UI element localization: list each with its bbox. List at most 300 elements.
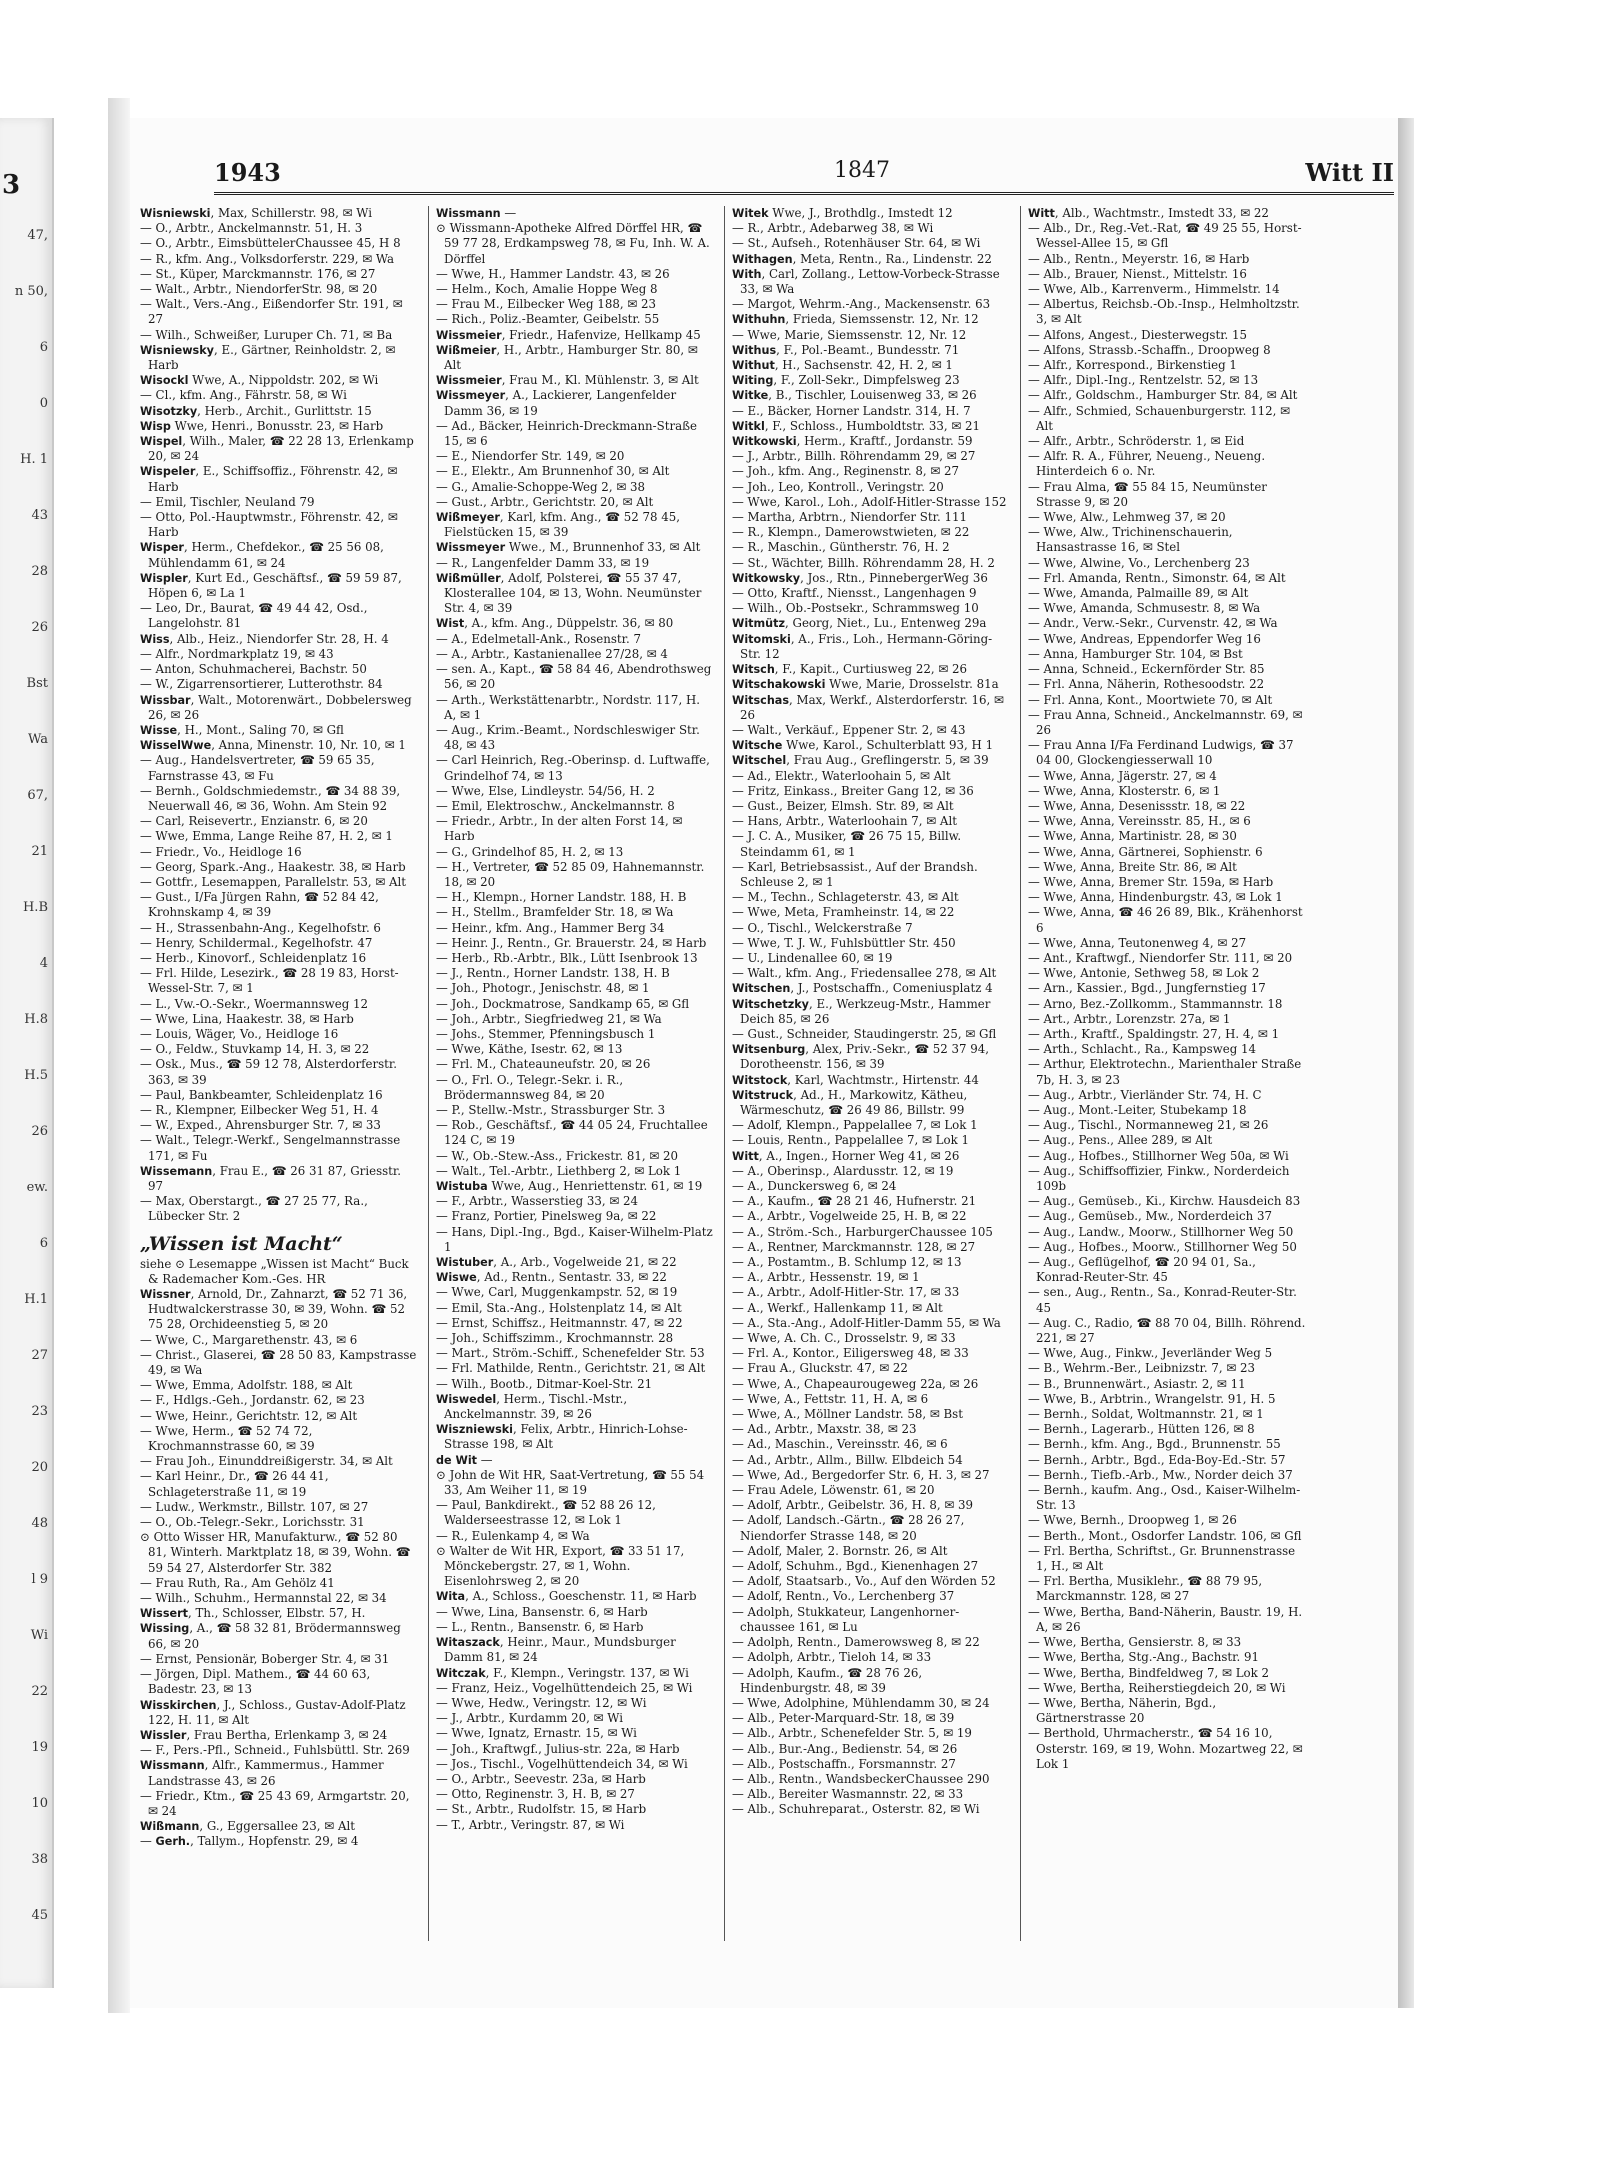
directory-entry: — Joh., kfm. Ang., Reginenstr. 8, ✉ 27 — [732, 464, 959, 479]
directory-entry: — Berth., Mont., Osdorfer Landstr. 106, ✉ Gfl — [1028, 1528, 1302, 1543]
directory-entry: — Joh., Photogr., Jenischstr. 48, ✉ 1 — [436, 981, 650, 996]
directory-entry: — Wwe, Bernh., Droopweg 1, ✉ 26 — [1028, 1513, 1237, 1528]
directory-entry: — F., Hdlgs.-Geh., Jordanstr. 62, ✉ 23 — [140, 1393, 365, 1408]
directory-entry: Wissing, A., ☎ 58 32 81, Brödermannsweg 66, ✉ 20 — [140, 1621, 401, 1651]
directory-entry: — Alb., Dr., Reg.-Vet.-Rat, ☎ 49 25 55, Horst-Wessel-Allee 15, ✉ Gfl — [1028, 221, 1302, 251]
directory-entry: — Adolf, Arbtr., Geibelstr. 36, H. 8, ✉ 39 — [732, 1498, 974, 1513]
directory-entry: — Aug., Hofbes., Moorw., Stillhorner Weg 50 — [1028, 1239, 1297, 1254]
year-label: 1943 — [214, 158, 281, 187]
directory-entry: Witschas, Max, Werkf., Alsterdorferstr. 16, ✉ 26 — [732, 692, 1004, 722]
directory-entry: — Ant., Kraftwgf., Niendorfer Str. 111, ✉ 20 — [1028, 950, 1293, 965]
directory-entry: — Wwe, Else, Lindleystr. 54/56, H. 2 — [436, 783, 655, 798]
directory-entry: — Wilh., Bootb., Ditmar-Koel-Str. 21 — [436, 1376, 653, 1391]
directory-entry: — Frau A., Gluckstr. 47, ✉ 22 — [732, 1361, 908, 1376]
adjacent-page-fragment-text: 45 — [31, 1908, 48, 1923]
directory-entry: Wißmüller, Adolf, Polsterei, ☎ 55 37 47, Klosterallee 104, ✉ 13, Wohn. Neumünster Str. 4, ✉ 39 — [436, 570, 702, 616]
directory-entry: — Aug., Handelsvertreter, ☎ 59 65 35, Farnstrasse 43, ✉ Fu — [140, 753, 375, 783]
directory-entry: Withus, F., Pol.-Beamt., Bundesstr. 71 — [732, 342, 960, 357]
directory-entry: — A., Kaufm., ☎ 28 21 46, Hufnerstr. 21 — [732, 1194, 977, 1209]
directory-entry: — Alb., Rentn., Meyerstr. 16, ✉ Harb — [1028, 251, 1250, 266]
directory-entry: Witkowski, Herm., Kraftf., Jordanstr. 59 — [732, 434, 973, 449]
directory-entry: Witschel, Frau Aug., Greflingerstr. 5, ✉ 39 — [732, 753, 989, 768]
directory-entry: — Arth., Schlacht., Ra., Kampsweg 14 — [1028, 1042, 1257, 1057]
directory-entry: — Helm., Koch, Amalie Hoppe Weg 8 — [436, 282, 658, 297]
directory-entry: — Wwe, Herm., ☎ 52 74 72, Krochmannstrasse 60, ✉ 39 — [140, 1423, 315, 1454]
directory-entry: Wiswedel, Herm., Tischl.-Mstr., Anckelmannstr. 39, ✉ 26 — [436, 1391, 628, 1422]
directory-entry: — Wwe, Antonie, Sethweg 58, ✉ Lok 2 — [1028, 966, 1260, 981]
directory-entry: — Wwe, Amanda, Schmusestr. 8, ✉ Wa — [1028, 601, 1261, 616]
directory-entry: — Aug., Gemüseb., Mw., Norderdeich 37 — [1028, 1209, 1273, 1224]
directory-entry: Wissert, Th., Schlosser, Elbstr. 57, H. — [140, 1606, 366, 1621]
directory-entry: — St., Wächter, Billh. Röhrendamm 28, H. 2 — [732, 555, 995, 570]
directory-entry: — Paul, Bankdirekt., ☎ 52 88 26 12, Walderseestrasse 12, ✉ Lok 1 — [436, 1498, 656, 1528]
directory-entry: — Frau M., Eilbecker Weg 188, ✉ 23 — [436, 297, 657, 312]
directory-entry: ⊙ Wissmann-Apotheke Alfred Dörffel HR, ☎ 59 77 28, Erdkampsweg 78, ✉ Fu, Inh. W. A. Dörffel — [436, 221, 710, 266]
directory-entry: — Adolph, Rentn., Damerowsweg 8, ✉ 22 — [732, 1635, 980, 1650]
directory-entry: — Gust., Arbtr., Gerichtstr. 20, ✉ Alt — [436, 494, 654, 509]
directory-entry: Wiszniewski, Felix, Arbtr., Hinrich-Lohse-Strasse 198, ✉ Alt — [436, 1422, 688, 1452]
directory-entry: — U., Lindenallee 60, ✉ 19 — [732, 950, 893, 965]
directory-entry: — Aug., Hofbes., Stillhorner Weg 50a, ✉ Wi — [1028, 1148, 1289, 1163]
directory-entry: — Aug., Krim.-Beamt., Nordschleswiger Str. 48, ✉ 43 — [436, 722, 700, 753]
directory-entry: Witsch, F., Kapit., Curtiusweg 22, ✉ 26 — [732, 662, 968, 677]
directory-entry: — St., Arbtr., Rudolfstr. 15, ✉ Harb — [436, 1802, 647, 1817]
directory-entry: — Alb., Schuhreparat., Osterstr. 82, ✉ Wi — [732, 1802, 980, 1817]
directory-entry: — Wwe, Bertha, Bindfeldweg 7, ✉ Lok 2 — [1028, 1665, 1270, 1680]
directory-entry: — Emil, Elektroschw., Anckelmannstr. 8 — [436, 798, 675, 813]
directory-entry: — Wwe, T. J. W., Fuhlsbüttler Str. 450 — [732, 935, 956, 950]
directory-entry: — Alfr., Nordmarkplatz 19, ✉ 43 — [140, 646, 334, 661]
directory-entry: — Herb., Kinovorf., Schleidenplatz 16 — [140, 950, 367, 965]
column-4 — [1028, 206, 1306, 1772]
directory-entry: Wispeler, E., Schiffsoffiz., Föhrenstr. 42, ✉ Harb — [140, 464, 398, 494]
directory-entry: — H., Stellm., Bramfelder Str. 18, ✉ Wa — [436, 905, 674, 920]
directory-entry: — Heinr., kfm. Ang., Hammer Berg 34 — [436, 920, 665, 935]
directory-entry: — Bernh., kfm. Ang., Bgd., Brunnenstr. 55 — [1028, 1437, 1281, 1452]
advertisement-motto: „Wissen ist Macht“ — [140, 1232, 343, 1255]
directory-entry: — Wwe, Bertha, Gensierstr. 8, ✉ 33 — [1028, 1635, 1242, 1650]
directory-entry: — Frau Joh., Einunddreißigerstr. 34, ✉ Alt — [140, 1454, 393, 1469]
directory-entry: — Aug., Landw., Moorw., Stillhorner Weg 50 — [1028, 1224, 1294, 1239]
directory-entry: — Louis, Wäger, Vo., Heidloge 16 — [140, 1026, 339, 1041]
directory-entry: Wist, A., kfm. Ang., Düppelstr. 36, ✉ 80 — [436, 616, 674, 631]
directory-entry: — Frau Anna I/Fa Ferdinand Ludwigs, ☎ 37 04 00, Glockengiesserwall 10 — [1028, 738, 1294, 768]
adjacent-page-fragment-text: 6 — [39, 1236, 48, 1251]
directory-entry: Wisskirchen, J., Schloss., Gustav-Adolf-Platz 122, H. 11, ✉ Alt — [140, 1697, 406, 1727]
directory-entry: — Aug., Pens., Allee 289, ✉ Alt — [1028, 1133, 1213, 1148]
directory-entry: — Wwe, Bertha, Band-Näherin, Baustr. 19, H. A, ✉ 26 — [1028, 1604, 1303, 1634]
directory-entry: — B., Wehrm.-Ber., Leibnizstr. 7, ✉ 23 — [1028, 1361, 1256, 1376]
directory-entry: — R., Eulenkamp 4, ✉ Wa — [436, 1528, 590, 1543]
directory-entry: — Ad., Elektr., Waterloohain 5, ✉ Alt — [732, 768, 951, 783]
directory-entry: — Wilh., Schuhm., Hermannstal 22, ✉ 34 — [140, 1591, 387, 1606]
directory-entry: — A., Werkf., Hallenkamp 11, ✉ Alt — [732, 1300, 943, 1315]
directory-entry: — Anna, Schneid., Eckernförder Str. 85 — [1028, 662, 1265, 677]
directory-entry: — A., Ström.-Sch., HarburgerChaussee 105 — [732, 1224, 993, 1239]
directory-entry: — Alb., Rentn., WandsbeckerChaussee 290 — [732, 1771, 990, 1786]
directory-entry: Witmütz, Georg, Niet., Lu., Entenweg 29a — [732, 616, 987, 631]
directory-entry: — Alfr., Dipl.-Ing., Rentzelstr. 52, ✉ 13 — [1028, 373, 1259, 388]
directory-entry: Wißmann, G., Eggersallee 23, ✉ Alt — [140, 1819, 355, 1834]
adjacent-page-fragment-text: 10 — [31, 1796, 48, 1811]
directory-entry: — Wwe, A. Ch. C., Drosselstr. 9, ✉ 33 — [732, 1331, 956, 1346]
directory-entry: — Aug., Gemüseb., Ki., Kirchw. Hausdeich 83 — [1028, 1194, 1301, 1209]
directory-entry: — Bernh., Arbtr., Bgd., Eda-Boy-Ed.-Str. 57 — [1028, 1452, 1286, 1467]
directory-entry: — Arn., Kassier., Bgd., Jungfernstieg 17 — [1028, 981, 1266, 996]
directory-entry: — Alfons, Angest., Diesterwegstr. 15 — [1028, 327, 1248, 342]
directory-entry: Wiss, Alb., Heiz., Niendorfer Str. 28, H. 4 — [140, 631, 389, 646]
directory-entry: — Mart., Ström.-Schiff., Schenefelder Str. 53 — [436, 1346, 705, 1361]
directory-entry: — Gust., Schneider, Staudingerstr. 25, ✉ Gfl — [732, 1026, 997, 1041]
directory-entry: ⊙ Walter de Wit HR, Export, ☎ 33 51 17, Mönckebergstr. 27, ✉ 1, Wohn. Eisenlohrsweg 2, ✉ 20 — [436, 1543, 685, 1589]
directory-entry: — Wwe, Bertha, Reiherstiegdeich 20, ✉ Wi — [1028, 1680, 1286, 1695]
directory-entry: — Wwe, Bertha, Stg.-Ang., Bachstr. 91 — [1028, 1650, 1259, 1665]
directory-entry: Withagen, Meta, Rentn., Ra., Lindenstr. 22 — [732, 251, 992, 266]
directory-entry: — Anna, Hamburger Str. 104, ✉ Bst — [1028, 646, 1243, 661]
directory-entry: — Wwe, A., Möllner Landstr. 58, ✉ Bst — [732, 1407, 963, 1422]
adjacent-page-fragment-text: 27 — [31, 1348, 48, 1363]
directory-entry: — Frl. Anna, Näherin, Rothesoodstr. 22 — [1028, 677, 1265, 692]
directory-entry: — Wwe, Anna, Gärtnerei, Sophienstr. 6 — [1028, 844, 1263, 859]
directory-entry: — Martha, Arbtrn., Niendorfer Str. 111 — [732, 510, 967, 525]
directory-entry: — Aug., Tischl., Normanneweg 21, ✉ 26 — [1028, 1118, 1269, 1133]
directory-entry: — Adolf, Schuhm., Bgd., Kienenhagen 27 — [732, 1559, 979, 1574]
directory-entry: Witing, F., Zoll-Sekr., Dimpfelsweg 23 — [732, 373, 960, 388]
directory-entry: — Adolf, Rentn., Vo., Lerchenberg 37 — [732, 1589, 955, 1604]
header-rule — [214, 192, 1394, 195]
directory-entry: Witstruck, Ad., H., Markowitz, Kätheu, Wärmeschutz, ☎ 26 49 86, Billstr. 99 — [732, 1087, 968, 1117]
directory-entry: Wiswe, Ad., Rentn., Sentastr. 33, ✉ 22 — [436, 1270, 667, 1285]
directory-entry: Witek Wwe, J., Brothdlg., Imstedt 12 — [732, 206, 953, 220]
adjacent-page-fragment-text: 28 — [31, 564, 48, 579]
directory-entry: Wisockl Wwe, A., Nippoldstr. 202, ✉ Wi — [140, 373, 379, 388]
directory-entry: — Frl. Bertha, Schriftst., Gr. Brunnenstrasse 1, H., ✉ Alt — [1028, 1543, 1296, 1574]
directory-entry: — Wwe, Emma, Lange Reihe 87, H. 2, ✉ 1 — [140, 829, 393, 844]
column-3 — [732, 206, 1010, 1818]
directory-entry: — O., Arbtr., Anckelmannstr. 51, H. 3 — [140, 221, 363, 236]
directory-entry: — Aug., Schiffsoffizier, Finkw., Norderdeich 109b — [1028, 1163, 1290, 1193]
directory-entry: — L., Rentn., Bansenstr. 6, ✉ Harb — [436, 1619, 644, 1634]
directory-entry: Wißmeyer, Karl, kfm. Ang., ☎ 52 78 45, Fielstücken 15, ✉ 39 — [436, 510, 680, 540]
directory-entry: — Rob., Geschäftsf., ☎ 44 05 24, Fruchtallee 124 C, ✉ 19 — [436, 1118, 708, 1148]
directory-entry: — Adolf, Landsch.-Gärtn., ☎ 28 26 27, Niendorfer Strasse 148, ✉ 20 — [732, 1513, 965, 1543]
adjacent-page-fragment-text: 23 — [31, 1404, 48, 1419]
directory-entry: — Leo, Dr., Baurat, ☎ 49 44 42, Osd., Langelohstr. 81 — [140, 601, 368, 631]
directory-entry: — Wwe, Anna, Desenissstr. 18, ✉ 22 — [1028, 798, 1246, 813]
directory-entry: — G., Amalie-Schoppe-Weg 2, ✉ 38 — [436, 479, 645, 494]
directory-entry: — Aug. C., Radio, ☎ 88 70 04, Billh. Röhrend. 221, ✉ 27 — [1028, 1315, 1306, 1346]
directory-entry: — A., Edelmetall-Ank., Rosenstr. 7 — [436, 631, 641, 646]
directory-entry: — Carl, Reisevertr., Enzianstr. 6, ✉ 20 — [140, 814, 368, 829]
directory-entry: — Wwe, Ignatz, Ernastr. 15, ✉ Wi — [436, 1726, 637, 1741]
directory-entry: — Friedr., Arbtr., In der alten Forst 14, ✉ Harb — [436, 814, 683, 844]
directory-entry: — Friedr., Ktm., ☎ 25 43 69, Armgartstr. 20, ✉ 24 — [140, 1788, 410, 1818]
directory-entry: — Wwe, Amanda, Palmaille 89, ✉ Alt — [1028, 586, 1249, 601]
directory-entry: siehe ⊙ Lesemappe „Wissen ist Macht“ Buck & Rademacher Kom.-Ges. HR — [140, 1256, 409, 1286]
directory-entry: — W., Ob.-Stew.-Ass., Frickestr. 81, ✉ 20 — [436, 1148, 679, 1163]
directory-entry: Witkl, F., Schloss., Humboldtstr. 33, ✉ 21 — [732, 418, 981, 433]
directory-entry: — St., Aufseh., Rotenhäuser Str. 64, ✉ Wi — [732, 236, 981, 251]
directory-entry: — Wwe, Karol., Loh., Adolf-Hitler-Strasse 152 — [732, 494, 1007, 509]
adjacent-page-fragment-text: 48 — [31, 1516, 48, 1531]
directory-entry: — O., Feldw., Stuvkamp 14, H. 3, ✉ 22 — [140, 1042, 370, 1057]
directory-entry: — Wwe, Anna, Klosterstr. 6, ✉ 1 — [1028, 783, 1221, 798]
directory-entry: — Frl. Amanda, Rentn., Simonstr. 64, ✉ Alt — [1028, 570, 1286, 585]
directory-entry: — Wwe, B., Arbtrin., Wrangelstr. 91, H. 5 — [1028, 1391, 1276, 1406]
directory-entry: — Alfr., Arbtr., Schröderstr. 1, ✉ Eid — [1028, 434, 1245, 449]
directory-entry: — Christ., Glaserei, ☎ 28 50 83, Kampstrasse 49, ✉ Wa — [140, 1347, 417, 1378]
adjacent-page-fragment-text: Wi — [30, 1628, 48, 1643]
directory-entry: Witke, B., Tischler, Louisenweg 33, ✉ 26 — [732, 388, 977, 403]
directory-entry: — Frl. Hilde, Lesezirk., ☎ 28 19 83, Horst-Wessel-Str. 7, ✉ 1 — [140, 966, 399, 996]
directory-entry: — O., Frl. O., Telegr.-Sekr. i. R., Brödermannsweg 84, ✉ 20 — [436, 1072, 624, 1102]
adjacent-page-fragment-text: l 9 — [31, 1572, 48, 1587]
directory-entry: Witczak, F., Klempn., Veringstr. 137, ✉ Wi — [436, 1665, 689, 1680]
column-divider — [1020, 206, 1021, 1941]
directory-entry: — M., Techn., Schlageterstr. 43, ✉ Alt — [732, 890, 959, 905]
directory-page — [130, 118, 1398, 2008]
directory-entry: — Aug., Geflügelhof, ☎ 20 94 01, Sa., Konrad-Reuter-Str. 45 — [1028, 1255, 1256, 1285]
directory-entry: — Aug., Arbtr., Vierländer Str. 74, H. C — [1028, 1087, 1262, 1102]
directory-entry: — Ad., Arbtr., Allm., Billw. Elbdeich 54 — [732, 1452, 963, 1467]
directory-entry: — sen. A., Kapt., ☎ 58 84 46, Abendrothsweg 56, ✉ 20 — [436, 662, 712, 692]
directory-entry: Wisp Wwe, Henri., Bonusstr. 23, ✉ Harb — [140, 418, 384, 433]
adjacent-page-fragment-text: ew. — [26, 1180, 48, 1195]
directory-entry: With, Carl, Zollang., Lettow-Vorbeck-Strasse 33, ✉ Wa — [732, 266, 1000, 297]
directory-entry: — Wwe, Käthe, Isestr. 62, ✉ 13 — [436, 1042, 623, 1057]
directory-entry: — Heinr. J., Rentn., Gr. Brauerstr. 24, ✉ Harb — [436, 935, 707, 950]
directory-entry: — J. C. A., Musiker, ☎ 26 75 15, Billw. Steindamm 61, ✉ 1 — [732, 829, 962, 859]
directory-entry: — J., Rentn., Horner Landstr. 138, H. B — [436, 966, 670, 981]
directory-entry: Wissmeyer Wwe., M., Brunnenhof 33, ✉ Alt — [436, 540, 701, 555]
directory-entry: — Wwe, Anna, Martinistr. 28, ✉ 30 — [1028, 829, 1237, 844]
directory-entry: — Albertus, Reichsb.-Ob.-Insp., Helmholtzstr. 3, ✉ Alt — [1028, 297, 1300, 327]
directory-entry: — Arth., Werkstättenarbtr., Nordstr. 117, H. A, ✉ 1 — [436, 692, 700, 722]
directory-entry: Witsenburg, Alex, Priv.-Sekr., ☎ 52 37 94, Dorotheenstr. 156, ✉ 39 — [732, 1042, 990, 1072]
directory-entry: — R., Maschin., Güntherstr. 76, H. 2 — [732, 540, 950, 555]
directory-entry: Wißmeier, H., Arbtr., Hamburger Str. 80, ✉ Alt — [436, 342, 698, 373]
directory-entry: — A., Postamtm., B. Schlump 12, ✉ 13 — [732, 1255, 962, 1270]
directory-entry: — Franz, Portier, Pinelsweg 9a, ✉ 22 — [436, 1209, 657, 1224]
directory-entry: — H., Klempn., Horner Landstr. 188, H. B — [436, 890, 687, 905]
directory-entry: — Karl, Betriebsassist., Auf der Brandsh. Schleuse 2, ✉ 1 — [732, 859, 978, 889]
directory-entry: — Carl Heinrich, Reg.-Oberinsp. d. Luftwaffe, Grindelhof 74, ✉ 13 — [436, 753, 710, 783]
directory-entry: — Wwe, Anna, Hindenburgstr. 43, ✉ Lok 1 — [1028, 890, 1283, 905]
directory-entry: — Wwe, Alb., Karrenverm., Himmelstr. 14 — [1028, 282, 1280, 297]
directory-entry: — Wwe, Ad., Bergedorfer Str. 6, H. 3, ✉ 27 — [732, 1467, 990, 1482]
directory-entry: — Alb., Bereiter Wasmannstr. 22, ✉ 33 — [732, 1787, 964, 1802]
directory-entry: — Margot, Wehrm.-Ang., Mackensenstr. 63 — [732, 297, 991, 312]
directory-entry: — W., Zigarrensortierer, Lutterothstr. 84 — [140, 677, 383, 692]
directory-entry: — Wwe, H., Hammer Landstr. 43, ✉ 26 — [436, 266, 670, 281]
directory-entry: — Alfr., Goldschm., Hamburger Str. 84, ✉ Alt — [1028, 388, 1298, 403]
directory-entry: — A., Arbtr., Vogelweide 25, H. B, ✉ 22 — [732, 1209, 967, 1224]
directory-entry: — Arthur, Elektrotechn., Marienthaler Straße 7b, H. 3, ✉ 23 — [1028, 1057, 1302, 1087]
directory-entry: — Frl. Mathilde, Rentn., Gerichtstr. 21, ✉ Alt — [436, 1361, 706, 1376]
directory-entry: — Wwe, C., Margarethenstr. 43, ✉ 6 — [140, 1332, 358, 1347]
directory-entry: Witkowsky, Jos., Rtn., PinnebergerWeg 36 — [732, 570, 988, 585]
directory-entry: Witschen, J., Postschaffn., Comeniusplatz 4 — [732, 981, 993, 996]
directory-entry: — Alfr., Schmied, Schauenburgerstr. 112, ✉ Alt — [1028, 403, 1291, 433]
adjacent-page-fragment-text: 47, — [27, 228, 48, 243]
directory-entry: — A., Dunckersweg 6, ✉ 24 — [732, 1179, 897, 1193]
page-header — [214, 158, 1394, 194]
directory-entry: — Emil, Tischler, Neuland 79 — [140, 494, 315, 509]
directory-entry: — F., Pers.-Pfl., Schneid., Fuhlsbüttl. Str. 269 — [140, 1743, 410, 1758]
column-divider — [428, 206, 429, 1941]
directory-entry: Wispel, Wilh., Maler, ☎ 22 28 13, Erlenkamp 20, ✉ 24 — [140, 434, 414, 464]
directory-entry: Wisse, H., Mont., Saling 70, ✉ Gfl — [140, 722, 344, 737]
adjacent-page-fragment-text: 20 — [31, 1460, 48, 1475]
directory-entry: Wistuba Wwe, Aug., Henriettenstr. 61, ✉ 19 — [436, 1179, 703, 1193]
directory-entry: — O., Tischl., Welckerstraße 7 — [732, 920, 913, 935]
directory-entry: — O., Ob.-Telegr.-Sekr., Lorichsstr. 31 — [140, 1515, 365, 1530]
directory-entry: — Bernh., Goldschmiedemstr., ☎ 34 88 39, Neuerwall 46, ✉ 36, Wohn. Am Stein 92 — [140, 783, 401, 813]
directory-entry: — Arno, Bez.-Zollkomm., Stammannstr. 18 — [1028, 996, 1283, 1011]
adjacent-page-fragment-text: 6 — [39, 340, 48, 355]
page-number: 1847 — [834, 158, 890, 183]
directory-entry: — Gerh., Tallym., Hopfenstr. 29, ✉ 4 — [140, 1834, 359, 1849]
directory-entry: — Wwe, Anna, Breite Str. 86, ✉ Alt — [1028, 859, 1237, 874]
adjacent-page-fragment-text: 43 — [31, 508, 48, 523]
directory-entry: — Henry, Schildermal., Kegelhofstr. 47 — [140, 935, 373, 950]
directory-entry: — Wwe, Andreas, Eppendorfer Weg 16 — [1028, 631, 1261, 646]
directory-entry: — P., Stellw.-Mstr., Strassburger Str. 3 — [436, 1102, 666, 1117]
directory-entry: — R., kfm. Ang., Volksdorferstr. 229, ✉ Wa — [140, 251, 395, 266]
directory-entry: — Adolf, Staatsarb., Vo., Auf den Wörden 52 — [732, 1574, 996, 1589]
directory-entry: — Otto, Reginenstr. 3, H. B, ✉ 27 — [436, 1787, 635, 1802]
adjacent-page-fragment-text: 21 — [31, 844, 48, 859]
directory-entry: — Karl Heinr., Dr., ☎ 26 44 41, Schlageterstraße 11, ✉ 19 — [140, 1469, 329, 1499]
directory-entry: — Wwe, A., Chapeaurougeweg 22a, ✉ 26 — [732, 1376, 979, 1391]
directory-entry: — Joh., Leo, Kontroll., Veringstr. 20 — [732, 479, 944, 494]
directory-entry: — Wwe, Anna, Vereinsstr. 85, H., ✉ 6 — [1028, 814, 1251, 829]
directory-entry: — Friedr., Vo., Heidloge 16 — [140, 844, 302, 859]
directory-entry: — Alfr. R. A., Führer, Neueng., Neueng. Hinterdeich 6 o. Nr. — [1028, 449, 1266, 479]
directory-entry: — T., Arbtr., Veringstr. 87, ✉ Wi — [436, 1817, 625, 1832]
directory-entry: — Anton, Schuhmacherei, Bachstr. 50 — [140, 662, 367, 677]
directory-entry: — Wwe, Anna, Bremer Str. 159a, ✉ Harb — [1028, 874, 1274, 889]
directory-entry: de Wit — — [436, 1452, 493, 1467]
directory-entry: — Art., Arbtr., Lorenzstr. 27a, ✉ 1 — [1028, 1011, 1231, 1026]
directory-entry: — J., Arbtr., Billh. Röhrendamm 29, ✉ 27 — [732, 449, 976, 464]
directory-entry: — Wwe, Bertha, Näherin, Bgd., Gärtnerstrasse 20 — [1028, 1695, 1217, 1726]
directory-entry: — Wwe, Anna, ☎ 46 26 89, Blk., Krähenhorst 6 — [1028, 905, 1303, 935]
directory-entry: — Wwe, Alwine, Vo., Lerchenberg 23 — [1028, 555, 1250, 570]
adjacent-page-fragment — [0, 118, 54, 1988]
directory-entry: — E., Elektr., Am Brunnenhof 30, ✉ Alt — [436, 464, 670, 479]
directory-entry: — Georg, Spark.-Ang., Haakestr. 38, ✉ Harb — [140, 859, 406, 874]
directory-entry: — Fritz, Einkass., Breiter Gang 12, ✉ 36 — [732, 783, 974, 798]
adjacent-page-fragment-text: 4 — [39, 956, 48, 971]
directory-entry: Wissmeier, Friedr., Hafenvize, Hellkamp 45 — [436, 327, 701, 342]
directory-entry: Wistuber, A., Arb., Vogelweide 21, ✉ 22 — [436, 1255, 677, 1270]
directory-entry: — Gust., I/Fa Jürgen Rahn, ☎ 52 84 42, Krohnskamp 4, ✉ 39 — [140, 890, 379, 920]
directory-entry: Wissmeier, Frau M., Kl. Mühlenstr. 3, ✉ Alt — [436, 373, 699, 388]
directory-entry: — Osk., Mus., ☎ 59 12 78, Alsterdorferstr. 363, ✉ 39 — [140, 1057, 398, 1087]
directory-entry: — Adolph, Kaufm., ☎ 28 76 26, Hindenburgstr. 48, ✉ 39 — [732, 1665, 923, 1695]
directory-entry: Witt, A., Ingen., Horner Weg 41, ✉ 26 — [732, 1148, 960, 1163]
directory-entry: — Otto, Pol.-Hauptwmstr., Föhrenstr. 42, ✉ Harb — [140, 510, 398, 540]
directory-entry: — Hans, Dipl.-Ing., Bgd., Kaiser-Wilhelm-Platz 1 — [436, 1224, 713, 1254]
directory-entry: — Wwe, A., Fettstr. 11, H. A, ✉ 6 — [732, 1391, 929, 1406]
adjacent-page-fragment-text: H.8 — [24, 1012, 48, 1027]
directory-entry: — Ludw., Werkmstr., Billstr. 107, ✉ 27 — [140, 1499, 369, 1514]
directory-entry: Wisotzky, Herb., Archit., Gurlittstr. 15 — [140, 403, 372, 418]
directory-entry: Wissmann — — [436, 206, 517, 220]
directory-entry: — Arth., Kraftf., Spaldingstr. 27, H. 4, ✉ 1 — [1028, 1026, 1280, 1041]
directory-entry: — Joh., Dockmatrose, Sandkamp 65, ✉ Gfl — [436, 996, 690, 1011]
adjacent-page-fragment-text: 0 — [39, 396, 48, 411]
directory-entry: — Paul, Bankbeamter, Schleidenplatz 16 — [140, 1087, 383, 1102]
directory-entry: — Alb., Peter-Marquard-Str. 18, ✉ 39 — [732, 1711, 955, 1726]
adjacent-page-number-fragment: 3 — [2, 170, 21, 200]
adjacent-page-fragment-text: Bst — [26, 676, 48, 691]
directory-entry: — A., Rentner, Marckmannstr. 128, ✉ 27 — [732, 1239, 976, 1254]
directory-entry: ⊙ John de Wit HR, Saat-Vertretung, ☎ 55 54 33, Am Weiher 11, ✉ 19 — [436, 1467, 705, 1498]
directory-entry: — H., Vertreter, ☎ 52 85 09, Hahnemannstr. 18, ✉ 20 — [436, 859, 705, 889]
directory-entry: — Ad., Arbtr., Maxstr. 38, ✉ 23 — [732, 1422, 917, 1437]
directory-entry: Witt, Alb., Wachtmstr., Imstedt 33, ✉ 22 — [1028, 206, 1269, 220]
directory-entry: — Joh., Arbtr., Siegfriedweg 21, ✉ Wa — [436, 1011, 662, 1026]
directory-entry: — Bernh., kaufm. Ang., Osd., Kaiser-Wilhelm-Str. 13 — [1028, 1483, 1301, 1513]
directory-entry: — A., Oberinsp., Alardusstr. 12, ✉ 19 — [732, 1163, 954, 1178]
directory-entry: — L., Vw.-O.-Sekr., Woermannsweg 12 — [140, 996, 369, 1011]
directory-entry: Wispler, Kurt Ed., Geschäftsf., ☎ 59 59 87, Höpen 6, ✉ La 1 — [140, 570, 402, 601]
directory-entry: — Louis, Rentn., Pappelallee 7, ✉ Lok 1 — [732, 1133, 970, 1148]
directory-entry: — E., Niendorfer Str. 149, ✉ 20 — [436, 449, 625, 464]
directory-entry: Withut, H., Sachsenstr. 42, H. 2, ✉ 1 — [732, 358, 953, 373]
directory-entry: — Frl. Anna, Kont., Moortwiete 70, ✉ Alt — [1028, 692, 1273, 707]
page-edge — [1398, 118, 1414, 2008]
adjacent-page-fragment-text: 22 — [31, 1684, 48, 1699]
directory-entry: Wissler, Frau Bertha, Erlenkamp 3, ✉ 24 — [140, 1727, 388, 1742]
directory-entry: — Wwe, Heinr., Gerichtstr. 12, ✉ Alt — [140, 1408, 358, 1423]
directory-entry: — Wwe, Alw., Lehmweg 37, ✉ 20 — [1028, 510, 1226, 525]
directory-entry: — Frl. Bertha, Musiklehr., ☎ 88 79 95, Marckmannstr. 128, ✉ 27 — [1028, 1574, 1263, 1604]
directory-entry: — Aug., Mont.-Leiter, Stubekamp 18 — [1028, 1102, 1247, 1117]
directory-entry: — R., Klempner, Eilbecker Weg 51, H. 4 — [140, 1102, 379, 1117]
directory-entry: — R., Arbtr., Adebarweg 38, ✉ Wi — [732, 221, 934, 236]
directory-entry: — Ernst, Schiffsz., Heitmannstr. 47, ✉ 22 — [436, 1315, 683, 1330]
directory-entry: — Joh., Schiffszimm., Krochmannstr. 28 — [436, 1331, 674, 1346]
directory-entry: Wissbar, Walt., Motorenwärt., Dobbelersweg 26, ✉ 26 — [140, 692, 412, 722]
directory-entry: — Frau Alma, ☎ 55 84 15, Neumünster Strasse 9, ✉ 20 — [1028, 479, 1267, 509]
directory-entry: — Ad., Maschin., Vereinsstr. 46, ✉ 6 — [732, 1437, 948, 1452]
directory-entry: Wita, A., Schloss., Goeschenstr. 11, ✉ Harb — [436, 1589, 697, 1604]
directory-entry: — Wwe, Lina, Haakestr. 38, ✉ Harb — [140, 1011, 354, 1026]
directory-entry: — Walt., Vers.-Ang., Eißendorfer Str. 191, ✉ 27 — [140, 297, 403, 327]
directory-entry: — Alb., Postschaffn., Forsmannstr. 27 — [732, 1756, 956, 1771]
directory-entry: — Adolph, Arbtr., Tieloh 14, ✉ 33 — [732, 1650, 932, 1665]
directory-entry: — Adolf, Maler, 2. Bornstr. 26, ✉ Alt — [732, 1543, 948, 1558]
directory-entry: — A., Arbtr., Kastanienallee 27/28, ✉ 4 — [436, 646, 668, 661]
directory-entry: — Wilh., Ob.-Postsekr., Schrammsweg 10 — [732, 601, 979, 616]
adjacent-page-fragment-text: H.5 — [24, 1068, 48, 1083]
directory-entry: Wissner, Arnold, Dr., Zahnarzt, ☎ 52 71 36, Hudtwalckerstrasse 30, ✉ 39, Wohn. ☎ 52 75 28, Orchideenstieg 5, ✉ 20 — [140, 1287, 408, 1332]
directory-entry: — Walt., kfm. Ang., Friedensallee 278, ✉ Alt — [732, 966, 997, 981]
directory-entry: Withuhn, Frieda, Siemssenstr. 12, Nr. 12 — [732, 312, 979, 327]
directory-entry: — Alb., Brauer, Nienst., Mittelstr. 16 — [1028, 266, 1247, 281]
adjacent-page-fragment-text: H.1 — [24, 1292, 48, 1307]
directory-entry: — Herb., Rb.-Arbtr., Blk., Lütt Isenbrook 13 — [436, 950, 698, 965]
directory-entry: — Johs., Stemmer, Pfenningsbusch 1 — [436, 1026, 656, 1041]
adjacent-page-fragment-text: n 50, — [14, 284, 48, 299]
directory-entry: — Adolph, Stukkateur, Langenhorner-chaussee 161, ✉ Lu — [732, 1604, 960, 1634]
directory-entry: — Wwe, Aug., Finkw., Jeverländer Weg 5 — [1028, 1346, 1273, 1361]
adjacent-page-fragment-text: H. 1 — [20, 452, 48, 467]
directory-entry: Wissmeyer, A., Lackierer, Langenfelder Damm 36, ✉ 19 — [436, 388, 677, 418]
